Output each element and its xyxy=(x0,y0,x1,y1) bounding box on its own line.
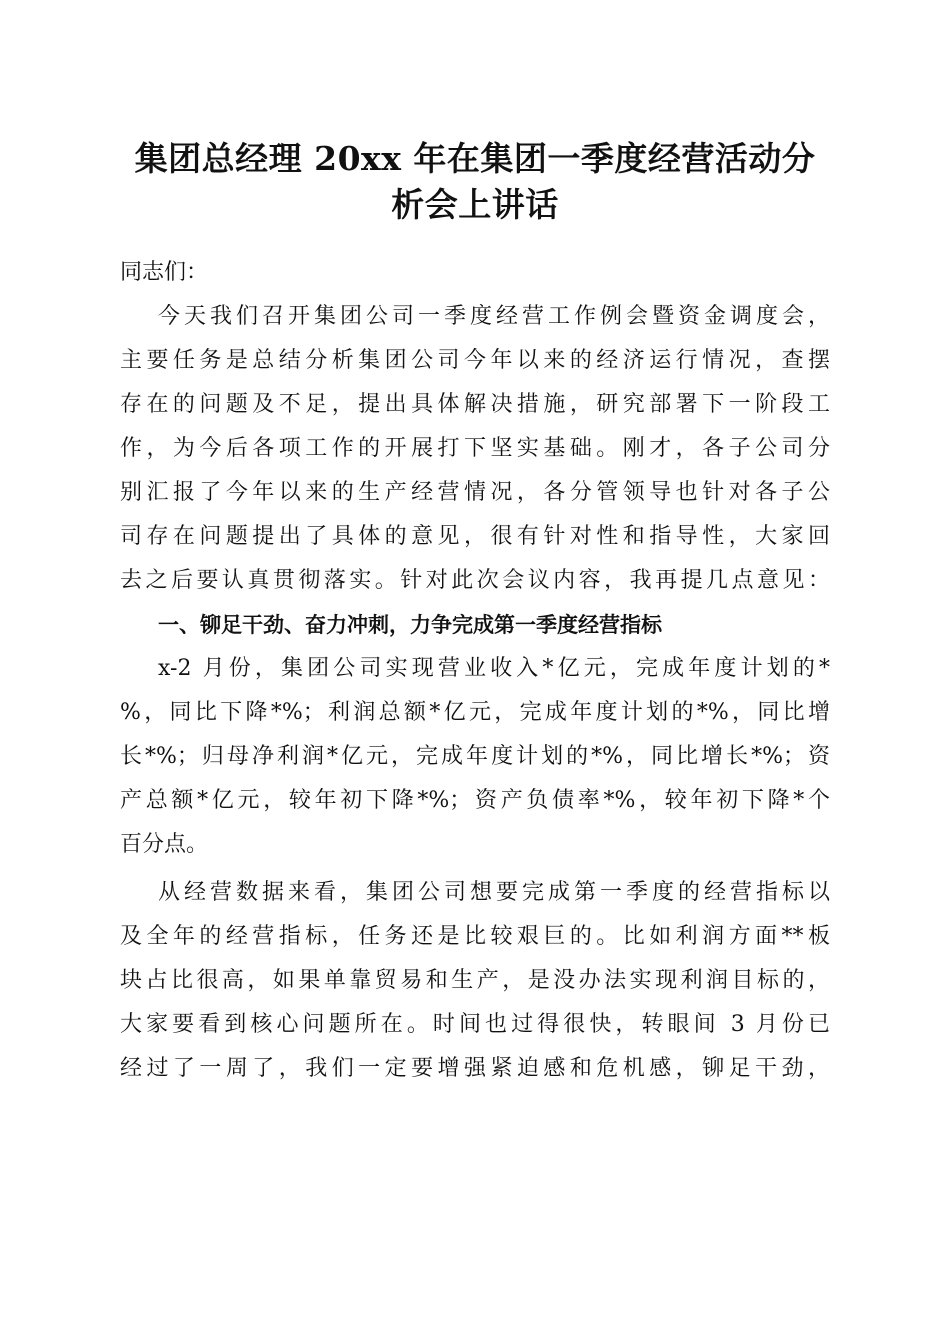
title-line-1: 集团总经理 20xx 年在集团一季度经营活动分 xyxy=(134,139,816,178)
paragraph-line: 及全年的经营指标，任务还是比较艰巨的。比如利润方面**板 xyxy=(120,924,830,949)
paragraph-line: x-2 月份，集团公司实现营业收入*亿元，完成年度计划的* xyxy=(158,656,830,681)
paragraph-3 xyxy=(120,871,830,1091)
paragraph-line: 大家要看到核心问题所在。时间也过得很快，转眼间 3 月份已 xyxy=(120,1012,830,1037)
paragraph-line: 今天我们召开集团公司一季度经营工作例会暨资金调度会， xyxy=(158,304,830,329)
paragraph-1 xyxy=(120,295,830,603)
paragraph-line: 产总额*亿元，较年初下降*%；资产负债率*%，较年初下降*个 xyxy=(120,788,830,813)
paragraph-line: 主要任务是总结分析集团公司今年以来的经济运行情况，查摆 xyxy=(120,348,830,373)
paragraph-line: 作，为今后各项工作的开展打下坚实基础。刚才，各子公司分 xyxy=(120,436,830,461)
paragraph-2 xyxy=(120,647,830,867)
paragraph-line: 百分点。 xyxy=(120,832,209,857)
paragraph-line: %，同比下降*%；利润总额*亿元，完成年度计划的*%，同比增 xyxy=(120,700,830,725)
document-title xyxy=(110,136,840,228)
title-line-2: 析会上讲话 xyxy=(391,185,559,224)
paragraph-line: 长*%；归母净利润*亿元，完成年度计划的*%，同比增长*%；资 xyxy=(120,744,830,769)
paragraph-line: 去之后要认真贯彻落实。针对此次会议内容，我再提几点意见： xyxy=(120,568,830,593)
section-heading-1: 一、铆足干劲、奋力冲刺，力争完成第一季度经营指标 xyxy=(158,613,662,637)
salutation: 同志们： xyxy=(120,260,209,285)
paragraph-line: 司存在问题提出了具体的意见，很有针对性和指导性，大家回 xyxy=(120,524,830,549)
paragraph-line: 别汇报了今年以来的生产经营情况，各分管领导也针对各子公 xyxy=(120,480,830,505)
paragraph-line: 从经营数据来看，集团公司想要完成第一季度的经营指标以 xyxy=(158,880,830,905)
document-body xyxy=(120,251,830,1091)
paragraph-line: 块占比很高，如果单靠贸易和生产，是没办法实现利润目标的， xyxy=(120,968,830,993)
paragraph-line: 经过了一周了，我们一定要增强紧迫感和危机感，铆足干劲， xyxy=(120,1056,830,1081)
paragraph-line: 存在的问题及不足，提出具体解决措施，研究部署下一阶段工 xyxy=(120,392,830,417)
